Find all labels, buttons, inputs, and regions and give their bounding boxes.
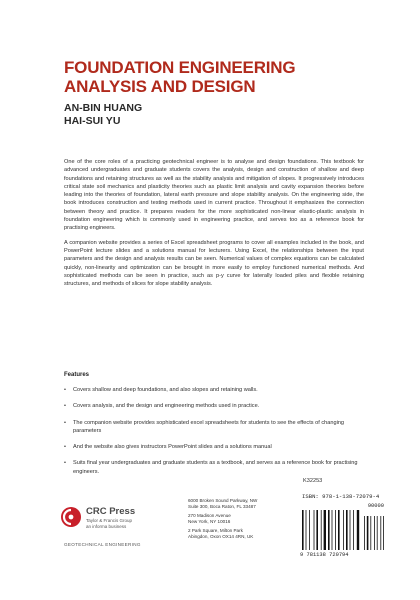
barcode-bar [383,516,384,550]
publisher-tagline-2: an informa business [86,524,127,529]
barcode-bar [328,510,330,550]
bullet-icon: • [64,387,66,393]
publisher-logo [60,498,178,538]
barcode-bar [374,516,375,550]
barcode-bar [316,510,318,550]
barcode-bar [370,516,371,550]
address-line: 270 Madison Avenue [188,513,231,518]
barcode-bar [343,510,344,550]
bullet-icon: • [64,419,66,426]
publisher-tagline-1: Taylor & Francis Group [86,518,133,523]
barcode-icon [302,504,384,552]
barcode-bar [338,510,340,550]
barcode-bar [380,516,381,550]
bullet-icon: • [64,460,66,467]
address-line: New York, NY 10016 [188,519,231,524]
barcode-digits: 9 781138 720794 [300,552,349,558]
feature-item [64,443,368,451]
barcode-bar [332,510,333,550]
feature-text: And the website also gives instructors PowerPoint slides and a solutions manual [73,444,272,451]
isbn-block [300,488,386,564]
barcode-bar [306,510,307,550]
book-title [64,58,384,96]
barcode-bar [321,510,322,550]
barcode-bar [309,510,310,550]
publisher-tagline [86,518,132,530]
publisher-addresses [188,498,308,540]
barcode-bar [377,516,378,550]
barcode-bar [350,510,351,550]
feature-item [64,459,368,476]
barcode-bar [302,510,304,550]
features-heading: Features [64,372,90,378]
barcode-bar [335,510,336,550]
feature-text: Covers analysis, and the design and engineering methods used in practice. [73,403,260,410]
series-label: GEOTECHNICAL ENGINEERING [64,542,141,547]
feature-item [64,386,368,394]
address-line: 6000 Broken Sound Parkway, NW [188,498,258,503]
author-list [64,102,142,128]
title-line-2: ANALYSIS AND DESIGN [64,77,256,96]
author-name: AN-BIN HUANG [64,102,143,114]
barcode-bar [367,516,369,550]
crc-logo-icon [60,506,82,528]
feature-text: Suits final year undergraduates and graduate students as a textbook, and serves as a reference book for practising engineers. [73,460,358,475]
price-code: 90000 [367,503,384,509]
features-list [64,386,368,484]
barcode-bar [314,510,315,550]
isbn-label: ISBN: 978-1-138-72079-4 [302,493,380,500]
barcode-bar [357,510,359,550]
feature-item [64,419,368,436]
catalog-code: K32253 [303,478,323,484]
blurb [64,158,364,294]
feature-text: Covers shallow and deep foundations, and also slopes and retaining walls. [73,387,258,393]
bullet-icon: • [64,444,66,451]
address-line: Suite 300, Boca Raton, FL 33487 [188,504,256,509]
bullet-icon: • [64,403,66,410]
barcode-bar [353,510,354,550]
address-line: 2 Park Square, Milton Park [188,528,243,533]
publisher-name: CRC Press [86,506,136,517]
barcode-bar [324,510,326,550]
blurb-paragraph: A companion website provides a series of Excel spreadsheet programs to cover all examples included in the book, and PowerPoint lecture slides and a solutions manual for lecturers. Using Excel, the relationships between the input parameters and the design and analysis results can be seen. Numerical values of complex equations can be calculated quickly, non-linearity and optimization can be brought in more easily to employ functioned numerical methods. And sophisticated methods can be seen in practice, such as p-y curve for laterally loaded piles and flexible retaining structures, and methods of slices for slope stability analysis. [64,239,364,288]
title-line-1: FOUNDATION ENGINEERING [64,58,296,77]
author-name: HAI-SUI YU [64,115,121,127]
feature-text: The companion website provides sophisticated excel spreadsheets for students to see the effects of changing parameters [73,419,345,434]
barcode-bar [346,510,348,550]
barcode-bar [364,516,365,550]
address-line: Abingdon, Oxon OX14 4RN, UK [188,534,254,539]
blurb-paragraph: One of the core roles of a practicing geotechnical engineer is to analyse and design foundations. This textbook for advanced undergraduates and graduate students covers the analysis, design and construction of shallow and deep foundations and retaining structures as well as the stability analysis and mitigation of slopes. It progressively introduces critical state soil mechanics and plasticity theories such as plastic limit analysis and cavity expansion theories before leading into the theories of foundation, lateral earth pressure and slope stability analysis. On the engineering side, the book introduces construction and testing methods used in current practice. Throughout it emphasizes the connection between theory and practice. It prepares readers for the more sophisticated non-linear elastic-plastic analysis in foundation engineering which is commonly used in engineering practice, and serves too as a reference book for practising engineers. [64,159,364,232]
feature-item [64,402,368,410]
